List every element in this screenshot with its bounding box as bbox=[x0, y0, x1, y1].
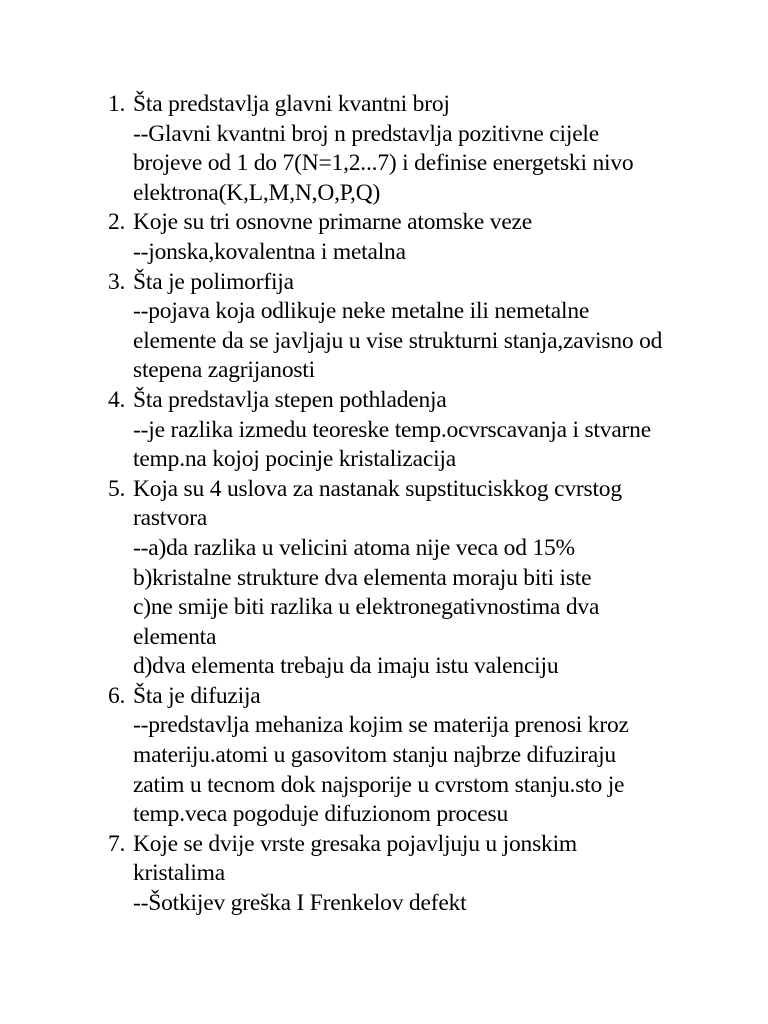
answer-text-line: --jonska,kovalentna i metalna bbox=[133, 238, 406, 265]
answer-text-line: --pojava koja odlikuje neke metalne ili nemetalne bbox=[133, 298, 590, 325]
answer-text-line: c)ne smije biti razlika u elektronegativnostima dva bbox=[133, 594, 600, 621]
list-item bbox=[108, 386, 748, 475]
answer-text-line: --a)da razlika u velicini atoma nije veca od 15% bbox=[133, 534, 575, 561]
list-item bbox=[108, 90, 748, 208]
list-item bbox=[108, 208, 748, 267]
answer-text-line: temp.veca pogoduje difuzionom procesu bbox=[133, 801, 509, 828]
item-number: 5. bbox=[108, 475, 126, 502]
item-number: 3. bbox=[108, 268, 126, 295]
item-number: 6. bbox=[108, 682, 126, 709]
answer-text-line: stepena zagrijanosti bbox=[133, 357, 315, 384]
item-number: 7. bbox=[108, 830, 126, 857]
answer-text-line: elementa bbox=[133, 623, 217, 650]
answer-text-line: rastvora bbox=[133, 505, 208, 532]
question-answer-list bbox=[108, 90, 748, 919]
list-item bbox=[108, 475, 748, 682]
question-text: Šta je difuzija bbox=[133, 682, 261, 709]
list-item bbox=[108, 268, 748, 386]
answer-text-line: brojeve od 1 do 7(N=1,2...7) i definise energetski nivo bbox=[133, 150, 634, 177]
item-number: 1. bbox=[108, 91, 126, 117]
answer-text-line: --Šotkijev greška I Frenkelov defekt bbox=[133, 890, 467, 917]
answer-text-line: materiju.atomi u gasovitom stanju najbrze difuziraju bbox=[133, 742, 616, 769]
question-text: Koje su tri osnovne primarne atomske veze bbox=[133, 209, 533, 236]
item-number: 2. bbox=[108, 209, 126, 236]
question-text: Šta predstavlja stepen pothladenja bbox=[133, 386, 447, 413]
item-number: 4. bbox=[108, 386, 126, 413]
answer-text-line: --je razlika izmedu teoreske temp.ocvrscavanja i stvarne bbox=[133, 416, 651, 443]
question-text: Koja su 4 uslova za nastanak supstituciskkog cvrstog bbox=[133, 475, 622, 502]
list-item bbox=[108, 830, 748, 919]
answer-text-line: elemente da se javljaju u vise strukturni stanja,zavisno od bbox=[133, 327, 663, 354]
question-text: Šta predstavlja glavni kvantni broj bbox=[133, 91, 450, 117]
answer-text-line: --predstavlja mehaniza kojim se materija prenosi kroz bbox=[133, 712, 629, 739]
answer-text-line: temp.na kojoj pocinje kristalizacija bbox=[133, 446, 456, 473]
question-text: Koje se dvije vrste gresaka pojavljuju u jonskim bbox=[133, 830, 577, 857]
answer-text-line: b)kristalne strukture dva elementa moraju biti iste bbox=[133, 564, 592, 591]
answer-text-line: --Glavni kvantni broj n predstavlja pozitivne cijele bbox=[133, 120, 599, 147]
question-text: Šta je polimorfija bbox=[133, 268, 294, 295]
list-item bbox=[108, 682, 748, 830]
answer-text-line: elektrona(K,L,M,N,O,P,Q) bbox=[133, 179, 381, 206]
answer-text-line: zatim u tecnom dok najsporije u cvrstom stanju.sto je bbox=[133, 771, 625, 798]
answer-text-line: d)dva elementa trebaju da imaju istu valenciju bbox=[133, 653, 559, 680]
answer-text-line: kristalima bbox=[133, 860, 225, 887]
